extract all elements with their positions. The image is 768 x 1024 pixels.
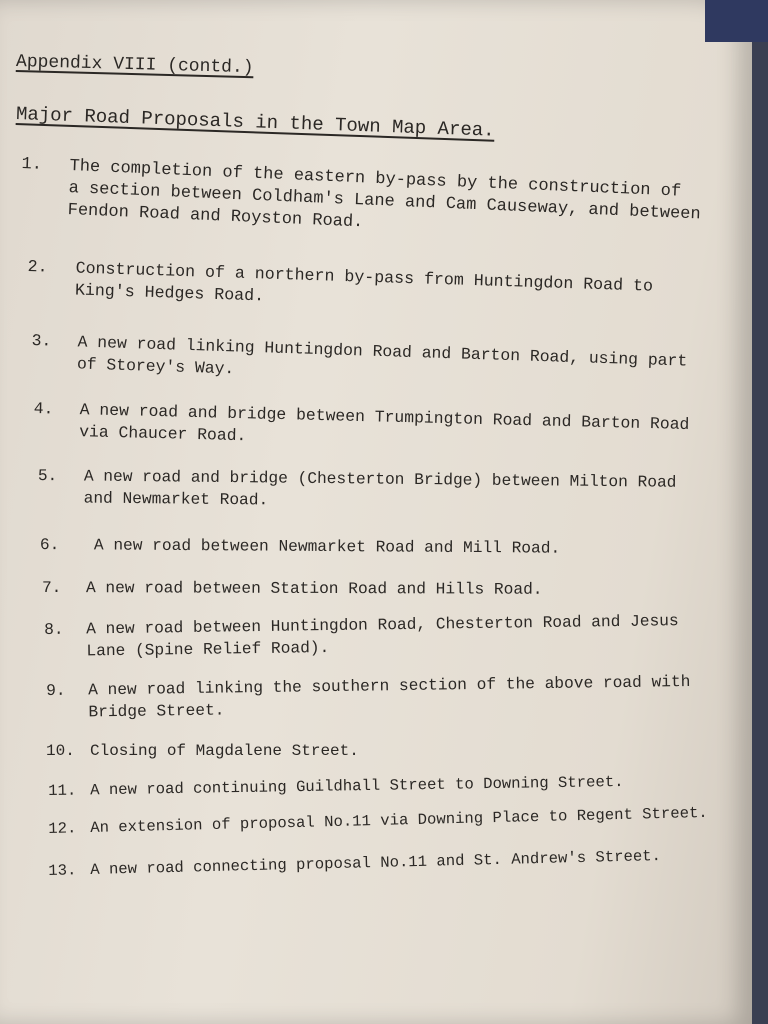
proposal-number: 3. (31, 330, 52, 351)
appendix-heading: Appendix VIII (contd.) (15, 52, 254, 79)
proposal-number: 6. (39, 535, 60, 555)
proposal-number: 8. (44, 620, 64, 639)
proposal-text: A new road connecting proposal No.11 and St. Andrew's Street. (90, 847, 662, 879)
proposal-text: A new road linking Huntingdon Road and Barton Road, using part of Storey's Way. (76, 332, 688, 379)
proposal-number: 2. (27, 256, 48, 277)
proposal-number: 12. (48, 819, 77, 838)
proposal-text: Closing of Magdalene Street. (90, 742, 359, 760)
proposal-text: A new road linking the southern section of the above road with Bridge Street. (88, 673, 691, 722)
proposal-number: 7. (41, 579, 62, 598)
proposal-text: A new road between Station Road and Hills Road. (85, 579, 543, 599)
proposal-number: 4. (33, 398, 54, 419)
proposal-number: 5. (37, 466, 58, 486)
section-heading: Major Road Proposals in the Town Map Area. (15, 103, 495, 142)
proposal-text: A new road between Huntingdon Road, Chesterton Road and Jesus Lane (Spine Relief Road). (86, 612, 679, 661)
proposal-text: Construction of a northern by-pass from Huntingdon Road to King's Hedges Road. (74, 258, 654, 306)
proposal-number: 11. (48, 781, 77, 800)
proposal-text: An extension of proposal No.11 via Downing Place to Regent Street. (90, 803, 708, 837)
proposal-text: A new road continuing Guildhall Street to Downing Street. (90, 772, 624, 800)
proposal-number: 10. (46, 742, 75, 760)
proposal-text: A new road between Newmarket Road and Mill Road. (93, 536, 561, 558)
proposal-text: A new road and bridge between Trumpington Road and Barton Road via Chaucer Road. (78, 400, 690, 446)
proposal-number: 13. (48, 861, 77, 880)
proposal-number: 1. (21, 154, 43, 175)
proposal-text: A new road and bridge (Chesterton Bridge) between Milton Road and Newmarket Road. (83, 467, 677, 510)
proposal-number: 9. (46, 681, 66, 700)
proposal-text: The completion of the eastern by-pass by the construction of a section between Coldham's Lane and Cam Causeway, and between Fendon Road and Royston Road. (67, 157, 701, 233)
